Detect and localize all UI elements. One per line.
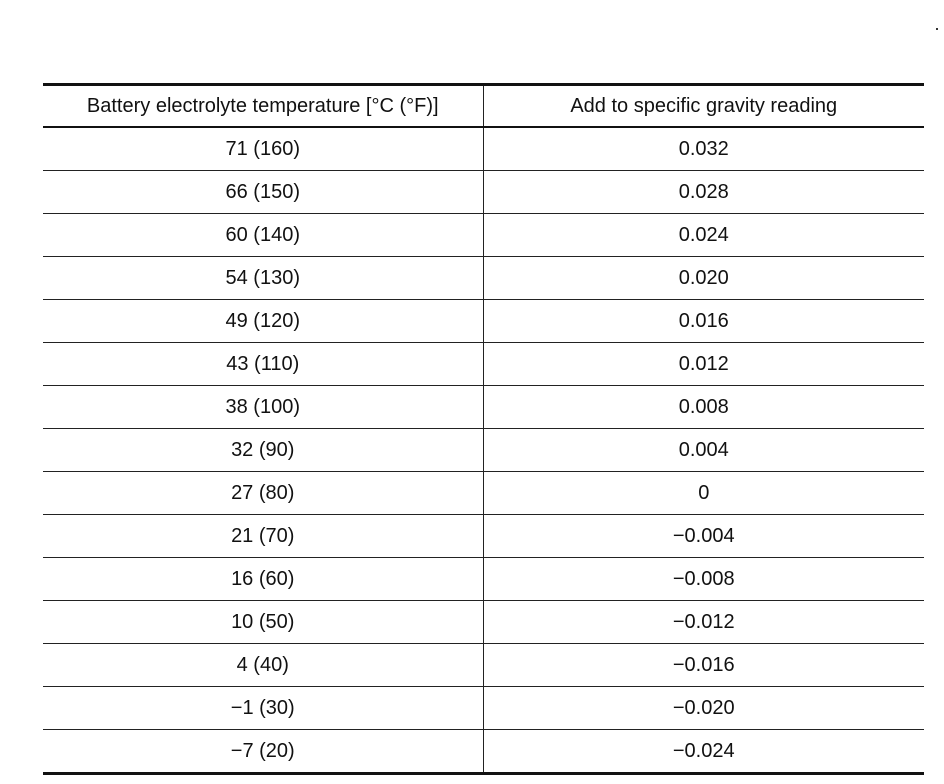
- cell-temperature: 4 (40): [43, 644, 483, 687]
- cell-temperature: 27 (80): [43, 472, 483, 515]
- cell-temperature: 66 (150): [43, 171, 483, 214]
- header-temperature: Battery electrolyte temperature [°C (°F)]: [43, 85, 483, 128]
- table-row: [43, 601, 924, 644]
- cell-correction: 0.020: [678, 266, 729, 289]
- cell-temperature: 32 (90): [43, 429, 483, 472]
- cell-correction: −0.024: [672, 739, 735, 762]
- table-row: [43, 171, 924, 214]
- table-row: [43, 644, 924, 687]
- cell-temperature: 38 (100): [43, 386, 483, 429]
- table-row: [43, 343, 924, 386]
- cell-correction: 0.012: [678, 352, 729, 375]
- cell-temperature: −1 (30): [43, 687, 483, 730]
- cell-correction: 0.032: [678, 137, 729, 160]
- cell-correction: −0.016: [672, 653, 735, 676]
- temperature-correction-table-container: [43, 83, 924, 775]
- table-row: [43, 300, 924, 343]
- cell-temperature: 71 (160): [43, 127, 483, 171]
- cell-temperature: −7 (20): [43, 730, 483, 774]
- temperature-correction-table: [43, 83, 924, 775]
- cell-correction: −0.020: [672, 696, 735, 719]
- cell-temperature: 60 (140): [43, 214, 483, 257]
- table-row: [43, 127, 924, 171]
- cell-correction: 0.028: [678, 180, 729, 203]
- cell-correction: 0.024: [678, 223, 729, 246]
- table-row: [43, 515, 924, 558]
- cell-temperature: 10 (50): [43, 601, 483, 644]
- table-row: [43, 730, 924, 774]
- table-row: [43, 472, 924, 515]
- cell-correction: −0.008: [672, 567, 735, 590]
- cell-correction: 0: [698, 481, 710, 504]
- table-row: [43, 386, 924, 429]
- table-row: [43, 257, 924, 300]
- header-gravity-correction: Add to specific gravity reading: [570, 94, 838, 117]
- cell-correction: −0.004: [672, 524, 735, 547]
- cell-correction: 0.008: [678, 395, 729, 418]
- cell-correction: 0.016: [678, 309, 729, 332]
- corner-dot: [936, 28, 938, 30]
- table-row: [43, 558, 924, 601]
- cell-temperature: 16 (60): [43, 558, 483, 601]
- cell-temperature: 54 (130): [43, 257, 483, 300]
- cell-temperature: 49 (120): [43, 300, 483, 343]
- table-row: [43, 687, 924, 730]
- table-header-row: [43, 85, 924, 128]
- table-row: [43, 429, 924, 472]
- cell-correction: 0.004: [678, 438, 729, 461]
- cell-temperature: 21 (70): [43, 515, 483, 558]
- cell-temperature: 43 (110): [43, 343, 483, 386]
- table-row: [43, 214, 924, 257]
- cell-correction: −0.012: [672, 610, 735, 633]
